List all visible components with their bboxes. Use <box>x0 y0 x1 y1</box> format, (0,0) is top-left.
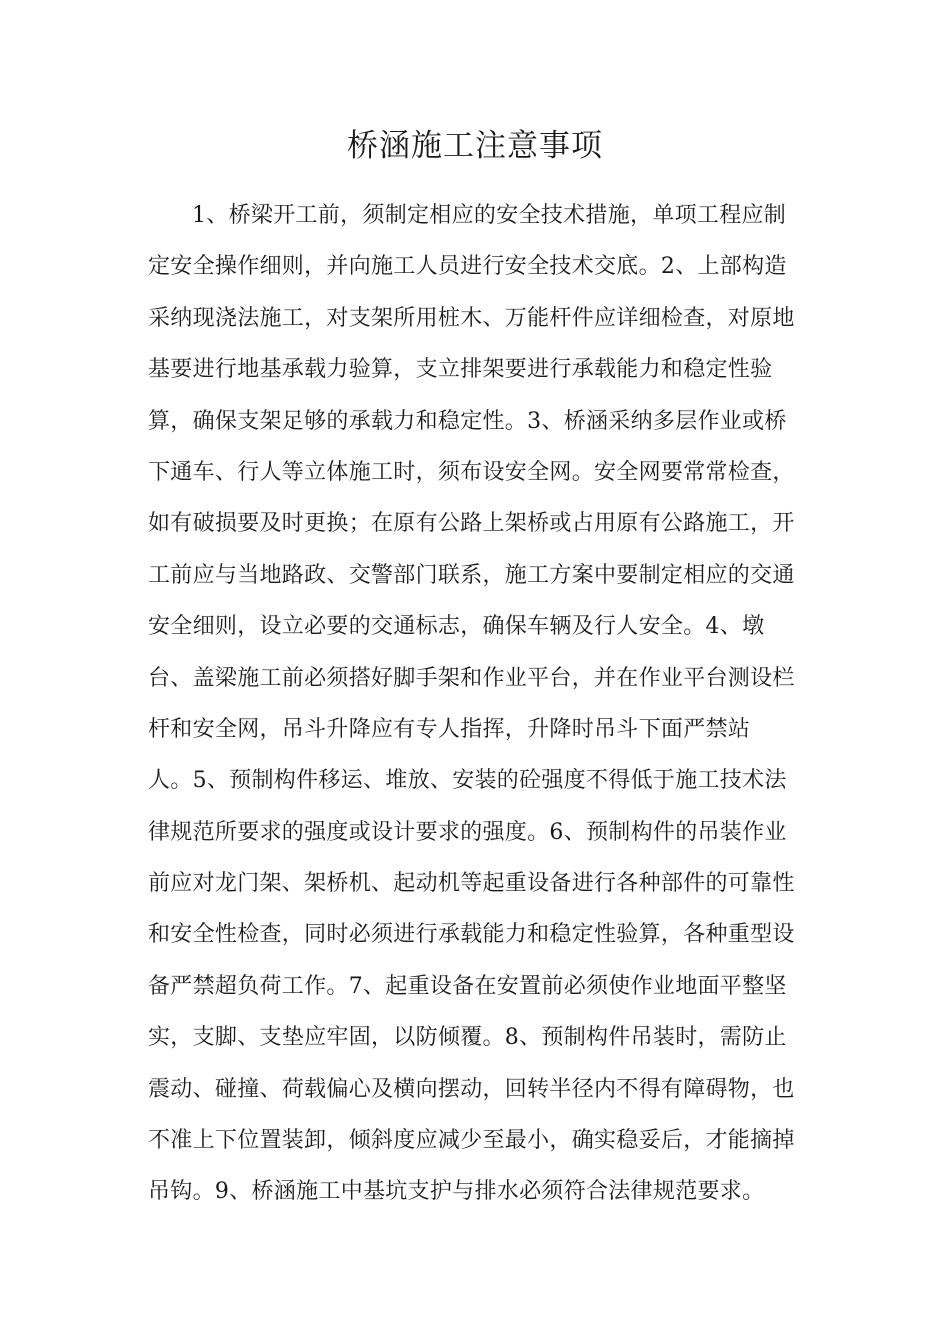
body-line: 实，支脚、支垫应牢固，以防倾覆。8、预制构件吊装时，需防止 <box>148 1025 787 1051</box>
body-line: 基要进行地基承载力验算，支立排架要进行承载能力和稳定性验 <box>148 357 773 383</box>
body-line: 如有破损要及时更换；在原有公路上架桥或占用原有公路施工，开 <box>148 511 795 537</box>
document-title: 桥涵施工注意事项 <box>347 128 603 164</box>
body-line: 下通车、行人等立体施工时，须布设安全网。安全网要常常检查， <box>148 459 795 485</box>
body-line: 震动、碰撞、荷载偏心及横向摆动，回转半径内不得有障碍物，也 <box>148 1076 795 1102</box>
body-line: 吊钩。9、桥涵施工中基坑支护与排水必须符合法律规范要求。 <box>148 1179 765 1205</box>
body-line: 杆和安全网，吊斗升降应有专人指挥，升降时吊斗下面严禁站 <box>148 716 751 742</box>
body-line: 1、桥梁开工前，须制定相应的安全技术措施，单项工程应制 <box>192 203 787 228</box>
body-line: 算，确保支架足够的承载力和稳定性。3、桥涵采纳多层作业或桥 <box>148 408 787 434</box>
body-line: 不准上下位置装卸，倾斜度应减少至最小，确实稳妥后，才能摘掉 <box>148 1128 795 1154</box>
body-line: 前应对龙门架、架桥机、起动机等起重设备进行各种部件的可靠性 <box>148 871 795 897</box>
body-line: 定安全操作细则，并向施工人员进行安全技术交底。2、上部构造 <box>148 254 787 280</box>
body-line: 工前应与当地路政、交警部门联系，施工方案中要制定相应的交通 <box>148 562 795 588</box>
body-line: 和安全性检查，同时必须进行承载能力和稳定性验算，各种重型设 <box>148 922 795 948</box>
body-line: 律规范所要求的强度或设计要求的强度。6、预制构件的吊装作业 <box>148 819 787 845</box>
document-body <box>148 190 808 1218</box>
body-line: 采纳现浇法施工，对支架所用桩木、万能杆件应详细检查，对原地 <box>148 305 795 331</box>
body-line: 台、盖梁施工前必须搭好脚手架和作业平台，并在作业平台测设栏 <box>148 665 795 691</box>
body-line: 安全细则，设立必要的交通标志，确保车辆及行人安全。4、墩 <box>148 614 765 640</box>
body-line: 人。5、预制构件移运、堆放、安装的砼强度不得低于施工技术法 <box>148 768 787 794</box>
body-line: 备严禁超负荷工作。7、起重设备在安置前必须使作业地面平整坚 <box>148 973 787 999</box>
